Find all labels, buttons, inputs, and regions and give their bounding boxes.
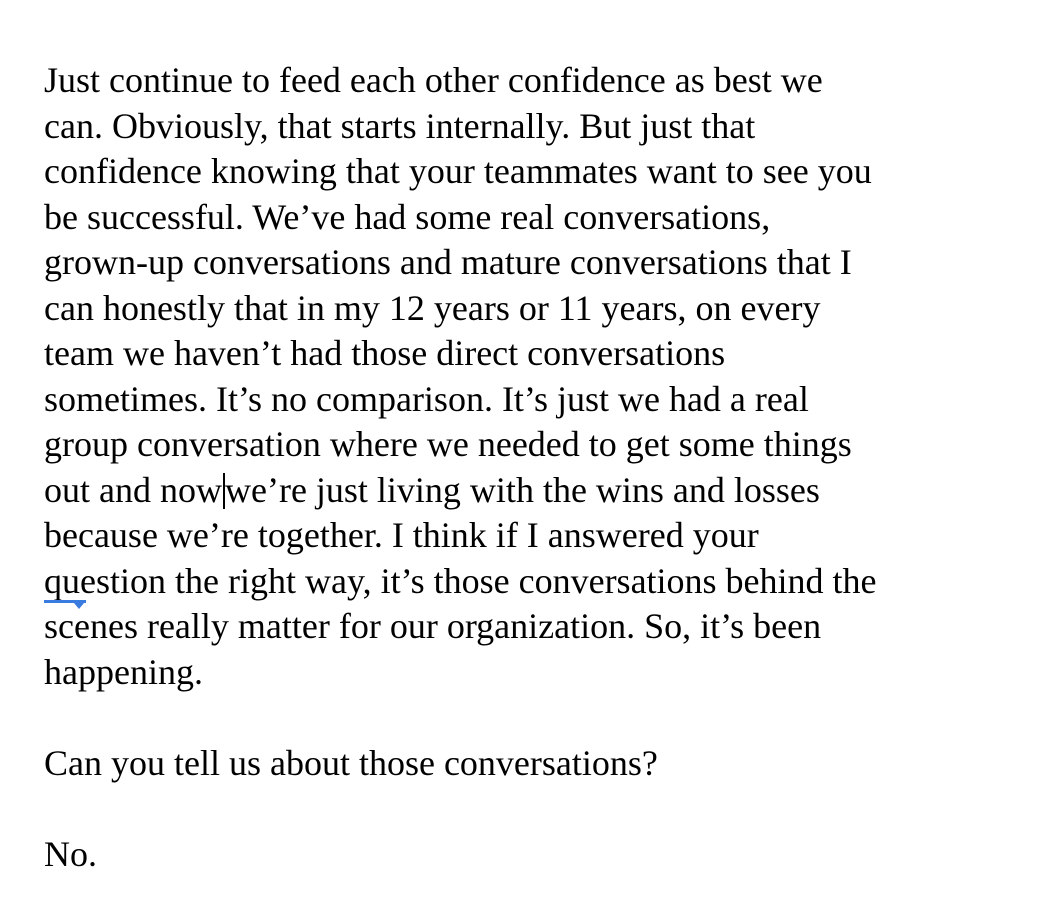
flagged-text: qu [44, 560, 80, 601]
text-line-13: scenes really matter for our organization. So, it’s been [44, 606, 822, 646]
document-body[interactable] [44, 58, 1044, 877]
paragraph-spacer [44, 786, 1044, 832]
text-line-5: grown-up conversations and mature conversations that I [44, 242, 852, 282]
text-line-8: sometimes. It’s no comparison. It’s just we had a real [44, 378, 809, 419]
text-line-12-rest: estion the right way, it’s those conversations behind the [80, 560, 877, 601]
text-before-caret: out and now [44, 469, 222, 510]
paragraph-spacer [44, 695, 1044, 741]
text-line-10 [44, 468, 1044, 514]
text-line-6: can honestly that in my 12 years or 11 years, on every [44, 287, 821, 328]
text-after-caret: we’re just living with the wins and losses [224, 469, 820, 510]
answer-line: No. [44, 833, 97, 874]
text-line-12 [44, 559, 1044, 605]
text-line-14: happening. [44, 651, 203, 692]
spellcheck-flagged-word[interactable] [44, 559, 80, 605]
spellcheck-dropdown-icon[interactable] [74, 603, 84, 609]
text-line-4: be successful. We’ve had some real conversations, [44, 196, 771, 237]
question-line: Can you tell us about those conversations? [44, 742, 658, 783]
text-line-7: team we haven’t had those direct conversations [44, 333, 726, 373]
text-line-9: group conversation where we needed to get some things [44, 424, 852, 464]
text-line-3: confidence knowing that your teammates want to see you [44, 151, 872, 191]
text-line-2: can. Obviously, that starts internally. But just that [44, 105, 756, 146]
text-line-1: Just continue to feed each other confidence as best we [44, 60, 823, 100]
text-line-11: because we’re together. I think if I answered your [44, 515, 759, 555]
